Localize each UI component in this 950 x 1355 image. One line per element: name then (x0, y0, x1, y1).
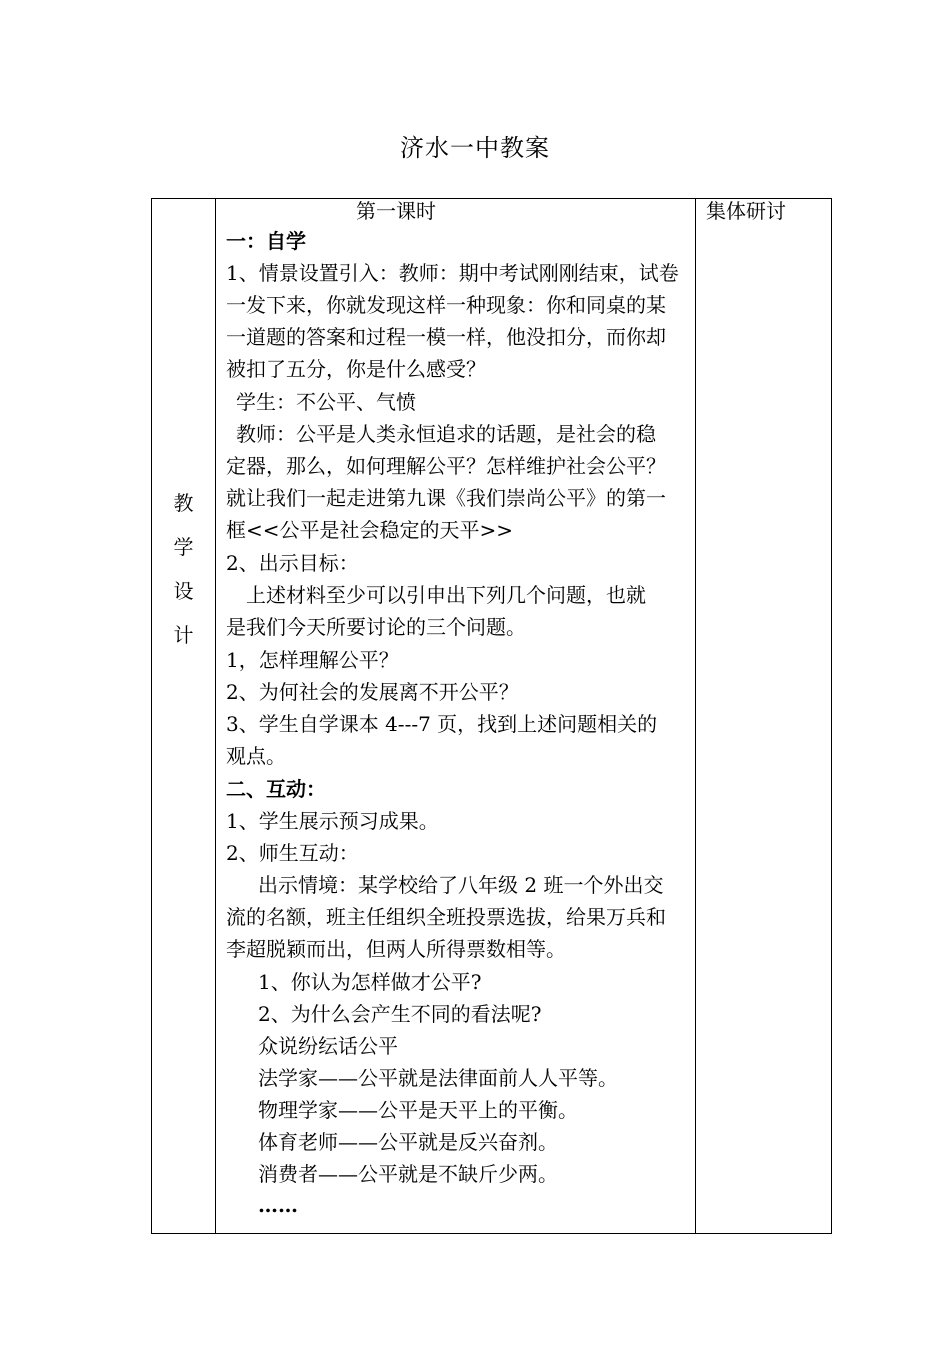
column-divider (215, 199, 216, 1233)
situation-line: 1、情景设置引入：教师：期中考试刚刚结束，试卷 (226, 261, 679, 285)
case-line: 李超脱颖而出，但两人所得票数相等。 (226, 937, 566, 961)
section-title: 二、互动： (226, 777, 326, 801)
group-discussion-label: 集体研讨 (706, 199, 786, 223)
teacher-intro-line: 就让我们一起走进第九课《我们崇尚公平》的第一 (226, 486, 666, 510)
opinion-item: 法学家——公平就是法律面前人人平等。 (258, 1066, 618, 1090)
ellipsis: …… (258, 1193, 298, 1217)
teaching-design-label (152, 481, 215, 657)
opinions-title: 众说纷纭话公平 (258, 1034, 398, 1058)
goal-title: 2、出示目标： (226, 551, 359, 575)
opinion-item: 体育老师——公平就是反兴奋剂。 (258, 1130, 558, 1154)
page-title: 济水一中教案 (400, 134, 550, 162)
side-label-char: 学 (173, 535, 194, 559)
column-divider (695, 199, 696, 1233)
opinion-item: 物理学家——公平是天平上的平衡。 (258, 1098, 578, 1122)
lesson-heading: 第一课时 (356, 199, 436, 223)
teacher-intro-line: 框<<公平是社会稳定的天平>> (226, 518, 514, 542)
section-title: 一：自学 (226, 229, 306, 253)
side-label-char: 设 (173, 579, 194, 603)
situation-line: 一发下来，你就发现这样一种现象：你和同桌的某 (226, 293, 666, 317)
side-label-char: 教 (173, 491, 194, 515)
question-item: 1，怎样理解公平？ (226, 648, 399, 672)
case-line: 流的名额，班主任组织全班投票选拔，给果万兵和 (226, 905, 666, 929)
case-question: 1、你认为怎样做才公平? (258, 970, 482, 994)
question-item: 3、学生自学课本 4---7 页，找到上述问题相关的 (226, 712, 658, 736)
interact-item: 1、学生展示预习成果。 (226, 809, 439, 833)
interact-item: 2、师生互动： (226, 841, 359, 865)
lesson-plan-table (151, 198, 832, 1234)
opinion-item: 消费者——公平就是不缺斤少两。 (258, 1162, 558, 1186)
side-label-char: 计 (173, 623, 194, 647)
goal-intro-line: 上述材料至少可以引申出下列几个问题，也就 (246, 583, 646, 607)
teacher-intro-line: 教师：公平是人类永恒追求的话题，是社会的稳 (236, 422, 656, 446)
student-answer: 学生：不公平、气愤 (236, 390, 416, 414)
situation-line: 被扣了五分，你是什么感受？ (226, 357, 486, 381)
goal-intro-line: 是我们今天所要讨论的三个问题。 (226, 615, 526, 639)
case-question: 2、为什么会产生不同的看法呢? (258, 1002, 542, 1026)
question-item: 2、为何社会的发展离不开公平？ (226, 680, 519, 704)
situation-line: 一道题的答案和过程一模一样，他没扣分，而你却 (226, 325, 666, 349)
case-line: 出示情境：某学校给了八年级 2 班一个外出交 (258, 873, 664, 897)
question-item: 观点。 (226, 744, 286, 768)
teacher-intro-line: 定器，那么，如何理解公平？怎样维护社会公平？ (226, 454, 666, 478)
